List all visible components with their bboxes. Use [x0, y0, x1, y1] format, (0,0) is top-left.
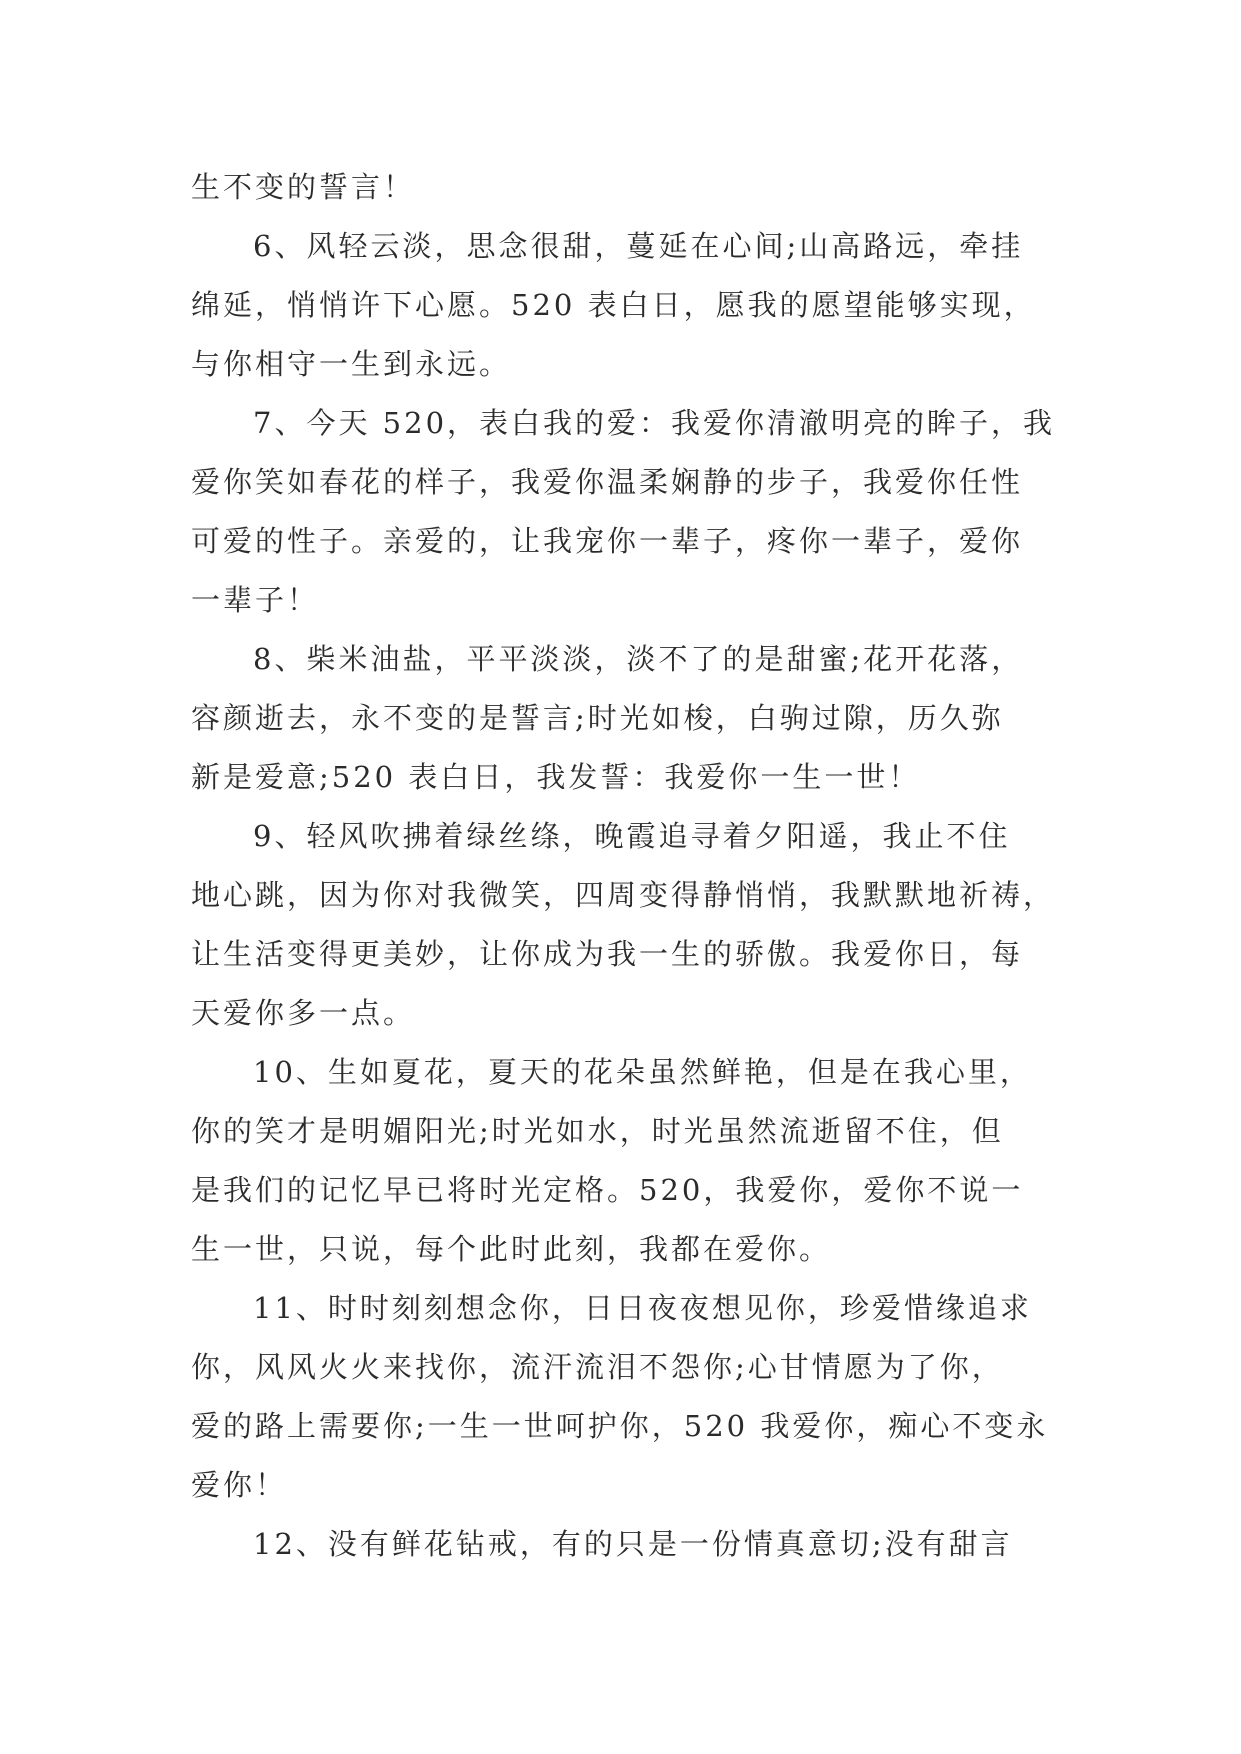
text-line: 11、时时刻刻想念你，日日夜夜想见你，珍爱惜缘追求 [253, 1291, 1032, 1325]
paragraph-8 [191, 630, 1051, 807]
text-line: 让生活变得更美妙，让你成为我一生的骄傲。我爱你日，每 [191, 937, 1024, 971]
text-line: 8、柴米油盐，平平淡淡，淡不了的是甜蜜;花开花落， [253, 642, 1024, 676]
text-line: 12、没有鲜花钻戒，有的只是一份情真意切;没有甜言 [253, 1527, 1013, 1561]
text-line: 爱你！ [191, 1468, 288, 1502]
text-line: 与你相守一生到永远。 [191, 347, 512, 381]
paragraph-11 [191, 1279, 1051, 1515]
text-line: 9、轻风吹拂着绿丝绦，晚霞追寻着夕阳遥，我止不住 [253, 819, 1011, 853]
text-line: 10、生如夏花，夏天的花朵虽然鲜艳，但是在我心里， [253, 1055, 1032, 1089]
text-line: 你的笑才是明媚阳光;时光如水，时光虽然流逝留不住，但 [191, 1114, 1004, 1148]
text-line: 一辈子！ [191, 583, 320, 617]
paragraph-continued [191, 158, 1051, 217]
paragraph-9 [191, 807, 1056, 1043]
paragraph-12 [191, 1515, 1051, 1574]
text-line: 爱你笑如春花的样子，我爱你温柔娴静的步子，我爱你任性 [191, 465, 1024, 499]
text-line: 你，风风火火来找你，流汗流泪不怨你;心甘情愿为了你， [191, 1350, 1004, 1384]
text-line: 是我们的记忆早已将时光定格。520，我爱你，爱你不说一 [191, 1173, 1024, 1207]
paragraph-10 [191, 1043, 1051, 1279]
text-line: 生一世，只说，每个此时此刻，我都在爱你。 [191, 1232, 832, 1266]
text-line: 容颜逝去，永不变的是誓言;时光如梭，白驹过隙，历久弥 [191, 701, 1004, 735]
text-line: 天爱你多一点。 [191, 996, 416, 1030]
text-line: 可爱的性子。亲爱的，让我宠你一辈子，疼你一辈子，爱你 [191, 524, 1024, 558]
text-line: 7、今天 520，表白我的爱：我爱你清澈明亮的眸子，我 [253, 406, 1056, 440]
paragraph-7 [191, 394, 1056, 630]
text-line: 地心跳，因为你对我微笑，四周变得静悄悄，我默默地祈祷， [191, 878, 1056, 912]
text-line: 绵延，悄悄许下心愿。520 表白日，愿我的愿望能够实现， [191, 288, 1036, 322]
text-line: 新是爱意;520 表白日，我发誓：我爱你一生一世！ [191, 760, 921, 794]
document-body [191, 158, 1056, 1574]
text-line: 生不变的誓言！ [191, 170, 416, 204]
paragraph-6 [191, 217, 1051, 394]
text-line: 6、风轻云淡，思念很甜，蔓延在心间;山高路远，牵挂 [253, 229, 1024, 263]
text-line: 爱的路上需要你;一生一世呵护你，520 我爱你，痴心不变永 [191, 1409, 1049, 1443]
